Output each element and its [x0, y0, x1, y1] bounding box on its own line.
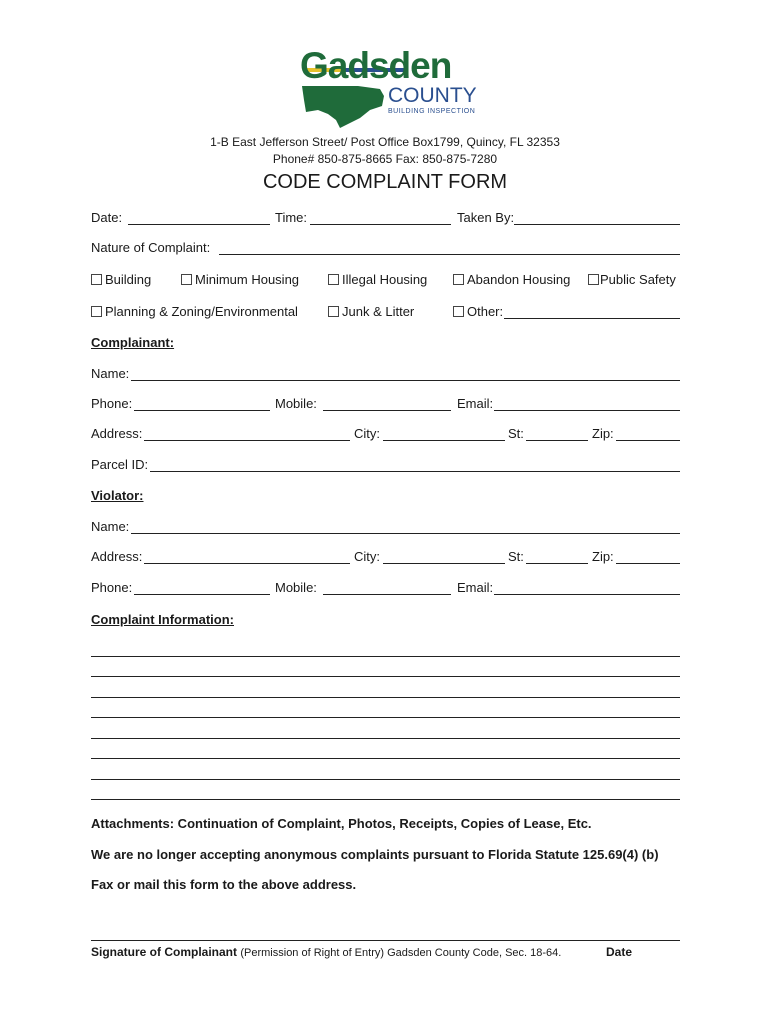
- taken-by-field[interactable]: [514, 224, 680, 225]
- checkbox-minimum-housing-label: Minimum Housing: [195, 272, 300, 287]
- checkbox-illegal-housing[interactable]: [328, 272, 427, 288]
- violator-heading: Violator:: [91, 488, 144, 503]
- violator-st-label: St:: [508, 549, 524, 564]
- complainant-zip-field[interactable]: [616, 440, 680, 441]
- logo-text-main: Gadsden: [300, 45, 452, 86]
- checkbox-icon[interactable]: [91, 274, 102, 285]
- form-title: CODE COMPLAINT FORM: [262, 171, 508, 193]
- parcel-id-field[interactable]: [150, 471, 680, 472]
- checkbox-building-label: Building: [105, 272, 152, 287]
- complainant-city-field[interactable]: [383, 440, 505, 441]
- checkbox-icon[interactable]: [328, 306, 339, 317]
- complaint-info-line[interactable]: [91, 779, 680, 780]
- complaint-info-line[interactable]: [91, 738, 680, 739]
- complainant-phone-label: Phone:: [91, 396, 133, 411]
- signature-note: (Permission of Right of Entry) Gadsden County Code, Sec. 18-64.: [240, 947, 562, 959]
- logo-text-dept: BUILDING INSPECTION: [388, 108, 476, 115]
- checkbox-junk-label: Junk & Litter: [342, 304, 415, 319]
- complainant-email-field[interactable]: [494, 410, 680, 411]
- complainant-address-label: Address:: [91, 426, 143, 441]
- signature-label-row: [91, 944, 561, 961]
- parcel-id-label: Parcel ID:: [91, 457, 149, 472]
- violator-mobile-label: Mobile:: [275, 580, 317, 595]
- nature-label: Nature of Complaint:: [91, 240, 211, 255]
- time-field[interactable]: [310, 224, 451, 225]
- office-address: 1-B East Jefferson Street/ Post Office Box1799, Quincy, FL 32353: [210, 135, 560, 149]
- complaint-info-line[interactable]: [91, 676, 680, 677]
- checkbox-icon[interactable]: [91, 306, 102, 317]
- checkbox-icon[interactable]: [588, 274, 599, 285]
- date-field[interactable]: [128, 224, 270, 225]
- complainant-zip-label: Zip:: [592, 426, 614, 441]
- checkbox-illegal-housing-label: Illegal Housing: [342, 272, 428, 287]
- violator-zip-label: Zip:: [592, 549, 614, 564]
- logo-text-sub: COUNTY: [388, 84, 477, 107]
- signature-line[interactable]: [91, 940, 680, 941]
- complainant-heading: Complainant:: [91, 335, 175, 350]
- time-label: Time:: [275, 210, 308, 225]
- checkbox-planning-label: Planning & Zoning/Environmental: [105, 304, 298, 319]
- checkbox-other[interactable]: [453, 304, 503, 320]
- checkbox-other-label: Other:: [467, 304, 504, 319]
- complainant-st-label: St:: [508, 426, 524, 441]
- other-field[interactable]: [504, 318, 680, 319]
- checkbox-public-safety[interactable]: [588, 272, 676, 288]
- violator-email-label: Email:: [457, 580, 494, 595]
- complaint-info-line[interactable]: [91, 697, 680, 698]
- complaint-info-heading: Complaint Information:: [91, 612, 234, 627]
- nature-field[interactable]: [219, 254, 680, 255]
- violator-name-label: Name:: [91, 519, 130, 534]
- checkbox-icon[interactable]: [453, 306, 464, 317]
- checkbox-public-safety-label: Public Safety: [600, 272, 676, 287]
- anonymous-note: We are no longer accepting anonymous complaints pursuant to Florida Statute 125.69(4) (b): [91, 847, 659, 862]
- violator-mobile-field[interactable]: [323, 594, 451, 595]
- complainant-phone-field[interactable]: [134, 410, 270, 411]
- violator-phone-label: Phone:: [91, 580, 133, 595]
- complainant-address-field[interactable]: [144, 440, 350, 441]
- checkbox-icon[interactable]: [453, 274, 464, 285]
- violator-address-label: Address:: [91, 549, 143, 564]
- checkbox-icon[interactable]: [328, 274, 339, 285]
- complainant-name-label: Name:: [91, 366, 130, 381]
- checkbox-abandon-housing-label: Abandon Housing: [467, 272, 571, 287]
- complainant-name-field[interactable]: [131, 380, 680, 381]
- violator-email-field[interactable]: [494, 594, 680, 595]
- violator-city-field[interactable]: [383, 563, 505, 564]
- fax-mail-note: Fax or mail this form to the above address.: [91, 877, 357, 892]
- checkbox-planning[interactable]: [91, 304, 298, 320]
- complainant-city-label: City:: [354, 426, 380, 441]
- office-phone: Phone# 850-875-8665 Fax: 850-875-7280: [272, 152, 498, 166]
- signature-label: Signature of Complainant: [91, 945, 238, 959]
- date-signature-label: Date: [606, 945, 633, 959]
- complaint-info-line[interactable]: [91, 799, 680, 800]
- attachments-note: Attachments: Continuation of Complaint, Photos, Receipts, Copies of Lease, Etc.: [91, 816, 592, 831]
- violator-zip-field[interactable]: [616, 563, 680, 564]
- complainant-mobile-field[interactable]: [323, 410, 451, 411]
- violator-name-field[interactable]: [131, 533, 680, 534]
- complaint-info-line[interactable]: [91, 758, 680, 759]
- complaint-info-line[interactable]: [91, 717, 680, 718]
- complaint-info-line[interactable]: [91, 656, 680, 657]
- complainant-st-field[interactable]: [526, 440, 588, 441]
- checkbox-icon[interactable]: [181, 274, 192, 285]
- date-label: Date:: [91, 210, 123, 225]
- violator-phone-field[interactable]: [134, 594, 270, 595]
- checkbox-building[interactable]: [91, 272, 151, 288]
- complainant-email-label: Email:: [457, 396, 494, 411]
- checkbox-junk[interactable]: [328, 304, 414, 320]
- checkbox-minimum-housing[interactable]: [181, 272, 299, 288]
- violator-address-field[interactable]: [144, 563, 350, 564]
- violator-st-field[interactable]: [526, 563, 588, 564]
- complainant-mobile-label: Mobile:: [275, 396, 317, 411]
- county-map-shape: [302, 86, 384, 128]
- taken-by-label: Taken By:: [457, 210, 515, 225]
- checkbox-abandon-housing[interactable]: [453, 272, 570, 288]
- violator-city-label: City:: [354, 549, 380, 564]
